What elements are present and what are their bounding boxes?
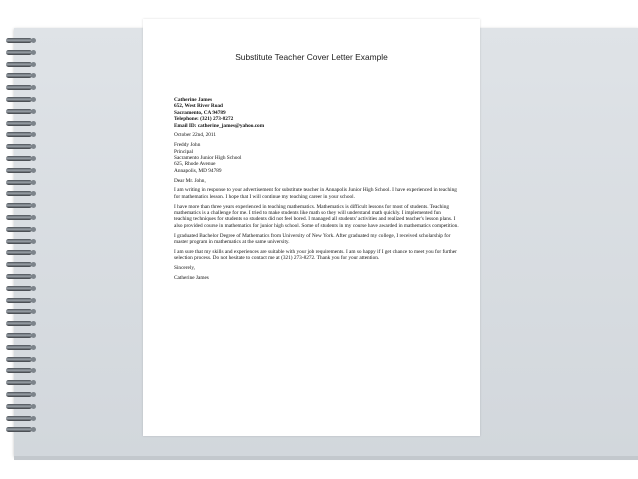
spiral-coil — [6, 62, 32, 67]
recipient-city: Annapolis, MD 94789 — [174, 167, 222, 174]
spiral-ring — [6, 345, 36, 351]
spiral-hole — [31, 392, 36, 397]
recipient-address-block — [174, 142, 459, 174]
spiral-ring — [6, 38, 36, 44]
spiral-ring — [6, 132, 36, 138]
recipient-school: Sacramento Junior High School — [174, 155, 242, 162]
spiral-ring — [6, 50, 36, 56]
spiral-coil — [6, 404, 32, 409]
spiral-hole — [31, 144, 36, 149]
spiral-hole — [31, 215, 36, 220]
spiral-coil — [6, 345, 32, 350]
spiral-hole — [31, 309, 36, 314]
spiral-hole — [31, 380, 36, 385]
spiral-hole — [31, 427, 36, 432]
spiral-coil — [6, 416, 32, 421]
spiral-hole — [31, 262, 36, 267]
spiral-ring — [6, 85, 36, 91]
letter-date: October 22nd, 2011 — [174, 132, 217, 139]
spiral-ring — [6, 427, 36, 433]
spiral-ring — [6, 298, 36, 304]
spiral-coil — [6, 191, 32, 196]
spiral-ring — [6, 333, 36, 339]
spiral-ring — [6, 121, 36, 127]
spiral-coil — [6, 132, 32, 137]
spiral-hole — [31, 250, 36, 255]
spiral-hole — [31, 321, 36, 326]
spiral-ring — [6, 321, 36, 327]
recipient-title: Principal — [174, 148, 194, 155]
spiral-coil — [6, 50, 32, 55]
paragraph: I am sure that my skills and experiences are suitable with your job requirements. I am so happy if I get chance to meet you for further selection process. Do not hesitate to contact me at (321) 273-8272. Thank you for your attention. — [174, 248, 457, 262]
spiral-ring — [6, 109, 36, 115]
spiral-ring — [6, 97, 36, 103]
spiral-ring — [6, 262, 36, 268]
signature: Catherine James — [174, 274, 209, 281]
spiral-ring — [6, 404, 36, 410]
spiral-coil — [6, 144, 32, 149]
spiral-hole — [31, 274, 36, 279]
spiral-coil — [6, 298, 32, 303]
spiral-ring — [6, 368, 36, 374]
letter-page — [143, 19, 480, 436]
paragraph: I graduated Bachelor Degree of Mathematics from University of New York. After graduated my college, I received scholarship for master program in mathematics at the same university. — [174, 232, 451, 246]
spiral-ring — [6, 168, 36, 174]
sender-telephone: Telephone: (321) 273-8272 — [174, 116, 234, 123]
spiral-coil — [6, 180, 32, 185]
letter-body — [174, 97, 459, 285]
spiral-coil — [6, 357, 32, 362]
spiral-binding — [6, 38, 38, 438]
spiral-coil — [6, 333, 32, 338]
spiral-hole — [31, 132, 36, 137]
spiral-hole — [31, 357, 36, 362]
spiral-coil — [6, 286, 32, 291]
spiral-ring — [6, 62, 36, 68]
spiral-hole — [31, 345, 36, 350]
spiral-coil — [6, 250, 32, 255]
document-title: Substitute Teacher Cover Letter Example — [235, 52, 388, 62]
spiral-coil — [6, 215, 32, 220]
spiral-hole — [31, 62, 36, 67]
spiral-coil — [6, 109, 32, 114]
spiral-ring — [6, 286, 36, 292]
spiral-hole — [31, 121, 36, 126]
spiral-ring — [6, 215, 36, 221]
spiral-hole — [31, 73, 36, 78]
spiral-ring — [6, 416, 36, 422]
paragraph: I have more than three years experienced in teaching mathematics. Mathematics is difficult lessons for most of students. Teaching mathematics is a challenge for me. I tried to make students like math so they will understand math quickly. I implemented fun teaching techniques for students so students did not feel bored. I managed all students' activities and realized teacher's lesson plans. I also provided course in mathematics for junior high school. Some of students in my course have awarded in mathematics competition. — [174, 203, 459, 229]
spiral-coil — [6, 38, 32, 43]
spiral-hole — [31, 50, 36, 55]
spiral-ring — [6, 191, 36, 197]
spiral-coil — [6, 73, 32, 78]
recipient-name: Freddy John — [174, 142, 201, 149]
spiral-hole — [31, 109, 36, 114]
recipient-street: 625, Rhode Avenue — [174, 161, 216, 168]
spiral-hole — [31, 168, 36, 173]
spiral-hole — [31, 180, 36, 185]
spiral-coil — [6, 97, 32, 102]
spiral-coil — [6, 321, 32, 326]
spiral-ring — [6, 274, 36, 280]
spiral-coil — [6, 309, 32, 314]
spiral-coil — [6, 392, 32, 397]
spiral-ring — [6, 309, 36, 315]
spiral-hole — [31, 191, 36, 196]
spiral-coil — [6, 239, 32, 244]
spiral-ring — [6, 180, 36, 186]
spiral-ring — [6, 156, 36, 162]
spiral-coil — [6, 156, 32, 161]
spiral-ring — [6, 357, 36, 363]
spiral-hole — [31, 416, 36, 421]
spiral-hole — [31, 298, 36, 303]
spiral-hole — [31, 333, 36, 338]
spiral-coil — [6, 368, 32, 373]
spiral-coil — [6, 121, 32, 126]
spiral-coil — [6, 262, 32, 267]
paragraph: I am writing in response to your advertisement for substitute teacher in Annapolis Junior High School. I have experienced in teaching for mathematics lesson. I hope that I will continue my teaching career in your school. — [174, 187, 457, 200]
sender-city: Sacramento, CA 94789 — [174, 109, 226, 116]
spiral-hole — [31, 203, 36, 208]
spiral-hole — [31, 85, 36, 90]
closing: Sincerely, — [174, 265, 195, 272]
notebook-edge — [14, 456, 638, 460]
spiral-hole — [31, 38, 36, 43]
spiral-coil — [6, 274, 32, 279]
spiral-ring — [6, 227, 36, 233]
spiral-ring — [6, 73, 36, 79]
sender-email: Email ID: catherine_james@yahoo.com — [174, 122, 265, 129]
spiral-ring — [6, 380, 36, 386]
spiral-coil — [6, 380, 32, 385]
sender-address-block — [174, 97, 459, 129]
spiral-hole — [31, 156, 36, 161]
spiral-ring — [6, 392, 36, 398]
spiral-hole — [31, 239, 36, 244]
sender-street: 652, West River Road — [174, 103, 223, 110]
spiral-hole — [31, 97, 36, 102]
spiral-ring — [6, 250, 36, 256]
spiral-ring — [6, 203, 36, 209]
spiral-ring — [6, 144, 36, 150]
spiral-coil — [6, 203, 32, 208]
spiral-hole — [31, 404, 36, 409]
salutation: Dear Mr. John, — [174, 177, 206, 184]
sender-name: Catherine James — [174, 97, 213, 103]
spiral-hole — [31, 286, 36, 291]
spiral-coil — [6, 85, 32, 90]
spiral-hole — [31, 227, 36, 232]
spiral-hole — [31, 368, 36, 373]
spiral-coil — [6, 168, 32, 173]
spiral-ring — [6, 239, 36, 245]
spiral-coil — [6, 227, 32, 232]
spiral-coil — [6, 427, 32, 432]
